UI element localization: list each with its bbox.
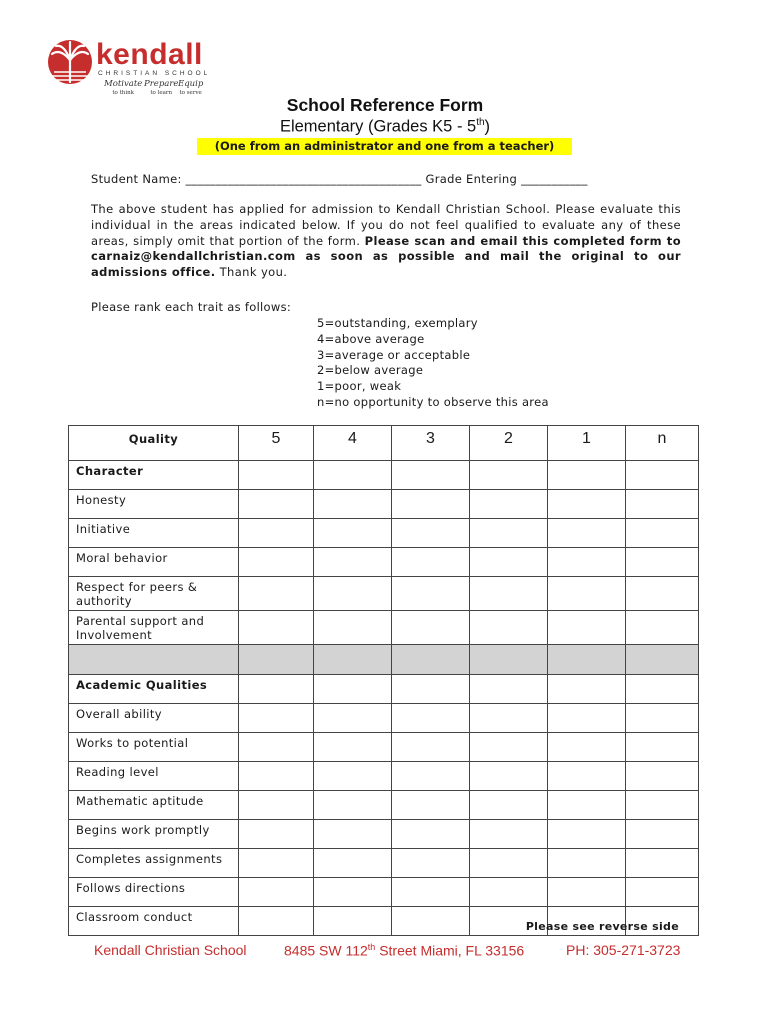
table-row xyxy=(69,820,699,849)
rating-cell-n[interactable] xyxy=(626,733,699,762)
rating-cell-1[interactable] xyxy=(548,519,626,548)
rating-cell-n[interactable] xyxy=(626,704,699,733)
footer-address xyxy=(284,942,524,959)
table-row xyxy=(69,519,699,548)
empty-cell xyxy=(314,645,392,675)
rating-cell-2[interactable] xyxy=(470,733,548,762)
scale-item: 3=average or acceptable xyxy=(317,347,471,362)
instructions-paragraph xyxy=(91,202,681,281)
rating-cell-2[interactable] xyxy=(470,577,548,611)
rating-cell-5[interactable] xyxy=(239,519,314,548)
motto-small: to serve xyxy=(179,90,202,96)
empty-cell xyxy=(392,461,470,490)
table-row xyxy=(69,762,699,791)
rating-cell-1[interactable] xyxy=(548,490,626,519)
empty-cell xyxy=(470,461,548,490)
rating-cell-1[interactable] xyxy=(548,849,626,878)
instruction-highlight: (One from an administrator and one from a teacher) xyxy=(197,138,572,155)
rating-cell-n[interactable] xyxy=(626,762,699,791)
form-subtitle xyxy=(0,117,770,137)
rating-cell-4[interactable] xyxy=(314,762,392,791)
empty-cell xyxy=(239,675,314,704)
grade-entering-label: Grade Entering xyxy=(425,172,518,186)
motto-small: to think xyxy=(112,90,134,96)
subtitle-text: Elementary (Grades K5 - 5 xyxy=(279,117,477,136)
rating-cell-n[interactable] xyxy=(626,519,699,548)
rank-intro: Please rank each trait as follows: xyxy=(91,300,292,314)
quality-label: Classroom conduct xyxy=(69,907,239,936)
rating-cell-n[interactable] xyxy=(626,849,699,878)
section-row-academic xyxy=(69,675,699,704)
rating-cell-4[interactable] xyxy=(314,611,392,645)
empty-cell xyxy=(548,461,626,490)
footer-school: Kendall Christian School xyxy=(94,942,247,958)
quality-label: Respect for peers & authority xyxy=(69,577,239,611)
empty-cell xyxy=(626,675,699,704)
rating-cell-5[interactable] xyxy=(239,611,314,645)
rating-cell-n[interactable] xyxy=(626,791,699,820)
rating-cell-4[interactable] xyxy=(314,704,392,733)
rating-cell-4[interactable] xyxy=(314,791,392,820)
logo-brand: kendall xyxy=(96,38,203,71)
empty-cell xyxy=(392,645,470,675)
table-row xyxy=(69,733,699,762)
empty-cell xyxy=(314,461,392,490)
quality-header: Quality xyxy=(69,426,239,461)
scale-item: 4=above average xyxy=(317,331,425,346)
rating-cell-4[interactable] xyxy=(314,733,392,762)
motto-word: Prepare xyxy=(144,79,179,89)
address-prefix: 8485 SW 112 xyxy=(284,942,368,959)
form-title: School Reference Form xyxy=(286,95,484,115)
rating-cell-5[interactable] xyxy=(239,878,314,907)
rating-cell-4[interactable] xyxy=(314,878,392,907)
rating-header-4: 4 xyxy=(314,426,392,461)
table-row xyxy=(69,548,699,577)
rating-cell-5[interactable] xyxy=(239,733,314,762)
rating-cell-3[interactable] xyxy=(392,907,470,936)
rating-cell-4[interactable] xyxy=(314,519,392,548)
section-heading: Academic Qualities xyxy=(69,675,239,704)
rating-header-n: n xyxy=(626,426,699,461)
rating-cell-5[interactable] xyxy=(239,762,314,791)
rating-cell-3[interactable] xyxy=(392,762,470,791)
table-row xyxy=(69,791,699,820)
rating-cell-4[interactable] xyxy=(314,849,392,878)
rating-header-2: 2 xyxy=(470,426,548,461)
empty-cell xyxy=(548,675,626,704)
rating-cell-5[interactable] xyxy=(239,791,314,820)
quality-label: Initiative xyxy=(69,519,239,548)
rating-cell-1[interactable] xyxy=(548,704,626,733)
rating-cell-n[interactable] xyxy=(626,611,699,645)
quality-label: Follows directions xyxy=(69,878,239,907)
rating-cell-2[interactable] xyxy=(470,490,548,519)
rating-cell-5[interactable] xyxy=(239,490,314,519)
rating-cell-3[interactable] xyxy=(392,849,470,878)
logo-subtitle: CHRISTIAN SCHOOL xyxy=(98,70,211,77)
motto-small: to learn xyxy=(150,90,173,96)
rating-cell-1[interactable] xyxy=(548,733,626,762)
rating-cell-3[interactable] xyxy=(392,820,470,849)
rating-cell-1[interactable] xyxy=(548,548,626,577)
rating-cell-3[interactable] xyxy=(392,490,470,519)
rating-cell-n[interactable] xyxy=(626,878,699,907)
empty-cell xyxy=(470,675,548,704)
rating-cell-1[interactable] xyxy=(548,791,626,820)
paragraph-thanks: Thank you. xyxy=(215,265,288,280)
table-header-row xyxy=(69,426,699,461)
quality-label: Completes assignments xyxy=(69,849,239,878)
rating-header-5: 5 xyxy=(239,426,314,461)
empty-cell xyxy=(314,675,392,704)
rating-cell-1[interactable] xyxy=(548,878,626,907)
grade-entering-field[interactable]: ___________ xyxy=(521,172,588,186)
quality-label: Honesty xyxy=(69,490,239,519)
section-heading: Character xyxy=(69,461,239,490)
rating-cell-5[interactable] xyxy=(239,704,314,733)
rating-table xyxy=(68,425,699,936)
rating-cell-4[interactable] xyxy=(314,548,392,577)
section-row-character xyxy=(69,461,699,490)
paragraph-text: The above student has applied for admission to Kendall Christian School. Please evaluate this individual in the areas indicated below. If you do not feel qualified to evaluate any of these areas, simply omit that portion of the form. xyxy=(91,202,681,248)
rating-cell-5[interactable] xyxy=(239,907,314,936)
rating-cell-n[interactable] xyxy=(626,490,699,519)
shaded-separator-row xyxy=(69,645,699,675)
rating-cell-3[interactable] xyxy=(392,548,470,577)
rating-cell-2[interactable] xyxy=(470,548,548,577)
table-row xyxy=(69,611,699,645)
rating-cell-2[interactable] xyxy=(470,762,548,791)
quality-label: Reading level xyxy=(69,762,239,791)
palm-sun-icon xyxy=(46,38,94,88)
rating-header-3: 3 xyxy=(392,426,470,461)
rating-cell-5[interactable] xyxy=(239,820,314,849)
rating-cell-4[interactable] xyxy=(314,820,392,849)
empty-cell xyxy=(548,645,626,675)
rating-header-1: 1 xyxy=(548,426,626,461)
student-line xyxy=(91,172,588,186)
table-row xyxy=(69,878,699,907)
rating-cell-1[interactable] xyxy=(548,611,626,645)
empty-cell xyxy=(392,675,470,704)
student-name-field[interactable]: _______________________________________ xyxy=(185,172,422,186)
empty-cell xyxy=(239,645,314,675)
rating-cell-5[interactable] xyxy=(239,577,314,611)
rating-cell-1[interactable] xyxy=(548,577,626,611)
rating-scale xyxy=(317,316,549,411)
rating-cell-5[interactable] xyxy=(239,849,314,878)
rating-cell-3[interactable] xyxy=(392,577,470,611)
rating-cell-n[interactable] xyxy=(626,577,699,611)
reverse-note: Please see reverse side xyxy=(525,920,679,933)
table-row xyxy=(69,577,699,611)
rating-cell-3[interactable] xyxy=(392,611,470,645)
rating-cell-2[interactable] xyxy=(470,820,548,849)
rating-cell-n[interactable] xyxy=(626,820,699,849)
rating-cell-3[interactable] xyxy=(392,733,470,762)
section-heading xyxy=(69,645,239,675)
rating-cell-2[interactable] xyxy=(470,849,548,878)
table-row xyxy=(69,704,699,733)
footer-phone: PH: 305-271-3723 xyxy=(566,942,681,958)
rating-cell-3[interactable] xyxy=(392,791,470,820)
rating-cell-4[interactable] xyxy=(314,907,392,936)
rating-cell-n[interactable] xyxy=(626,548,699,577)
motto-word: Equip xyxy=(178,79,204,89)
quality-label: Parental support and Involvement xyxy=(69,611,239,645)
quality-label: Overall ability xyxy=(69,704,239,733)
empty-cell xyxy=(626,645,699,675)
scale-item: 1=poor, weak xyxy=(317,379,402,394)
rating-cell-2[interactable] xyxy=(470,704,548,733)
empty-cell xyxy=(239,461,314,490)
rating-cell-1[interactable] xyxy=(548,762,626,791)
quality-label: Moral behavior xyxy=(69,548,239,577)
paragraph-bold: Please scan and email this completed form to carnaiz@kendallchristian.com as soon as possible and mail the original to our admissions office. xyxy=(91,233,681,280)
scale-item: 5=outstanding, exemplary xyxy=(317,316,478,330)
rating-cell-2[interactable] xyxy=(470,791,548,820)
table-row xyxy=(69,849,699,878)
motto-word: Motivate xyxy=(104,79,143,89)
address-suffix: Street Miami, FL 33156 xyxy=(375,942,525,959)
table-row xyxy=(69,490,699,519)
subtitle-sup: th xyxy=(476,117,485,128)
empty-cell xyxy=(470,645,548,675)
rating-cell-5[interactable] xyxy=(239,548,314,577)
scale-item: 2=below average xyxy=(317,363,424,378)
student-name-label: Student Name: xyxy=(91,172,182,186)
rating-cell-4[interactable] xyxy=(314,490,392,519)
rating-cell-3[interactable] xyxy=(392,519,470,548)
rating-cell-2[interactable] xyxy=(470,611,548,645)
rating-cell-3[interactable] xyxy=(392,878,470,907)
scale-item: n=no opportunity to observe this area xyxy=(317,394,549,409)
quality-label: Begins work promptly xyxy=(69,820,239,849)
quality-label: Works to potential xyxy=(69,733,239,762)
empty-cell xyxy=(626,461,699,490)
address-sup: th xyxy=(367,942,376,952)
rating-cell-1[interactable] xyxy=(548,820,626,849)
quality-label: Mathematic aptitude xyxy=(69,791,239,820)
rating-cell-3[interactable] xyxy=(392,704,470,733)
rating-cell-2[interactable] xyxy=(470,878,548,907)
subtitle-close: ) xyxy=(484,117,491,136)
rating-cell-4[interactable] xyxy=(314,577,392,611)
rating-cell-2[interactable] xyxy=(470,519,548,548)
